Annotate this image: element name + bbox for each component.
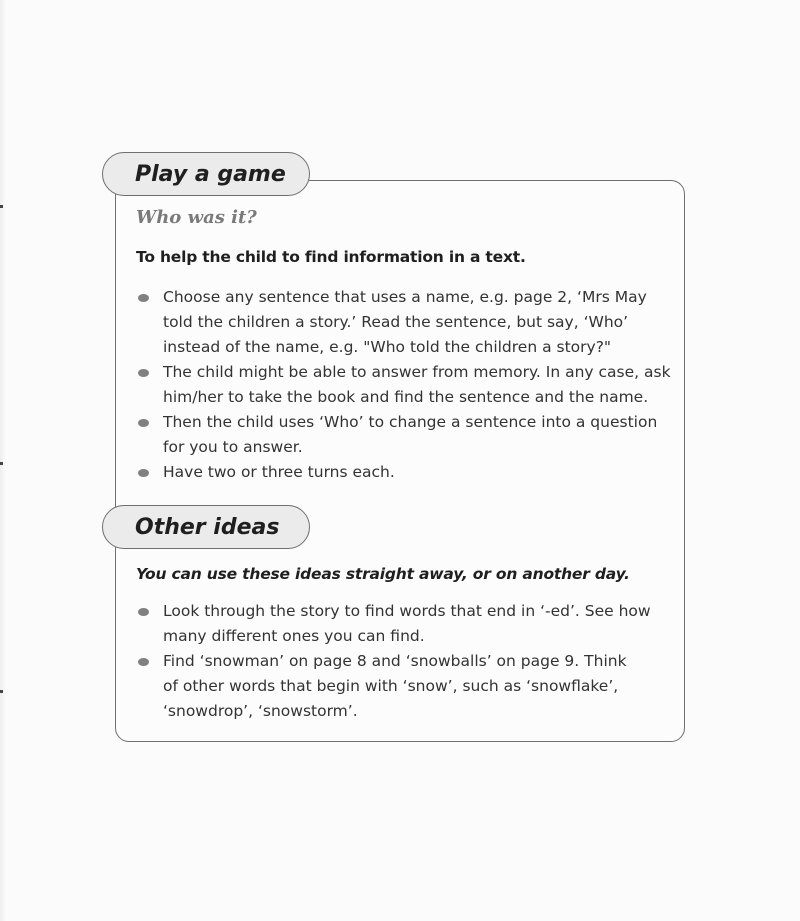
list-item bbox=[136, 285, 655, 360]
list-item-text: Choose any sentence that uses a name, e.g. page 2, ‘Mrs May told the children a story.’ Read the sentence, but say, ‘Who’ instead of the name, e.g. "Who told the children a story?" bbox=[163, 288, 647, 356]
other-ideas-bullet-list bbox=[136, 599, 676, 724]
bullet-icon bbox=[138, 294, 149, 302]
bullet-icon bbox=[138, 608, 149, 616]
list-item-text: Look through the story to find words that end in ‘-ed’. See how many different ones you can find. bbox=[163, 602, 651, 645]
list-item bbox=[136, 599, 673, 649]
list-item-text: Have two or three turns each. bbox=[163, 463, 395, 481]
bullet-icon bbox=[138, 419, 149, 427]
list-item-text: Then the child uses ‘Who’ to change a sentence into a question for you to answer. bbox=[163, 413, 658, 456]
margin-mark bbox=[0, 205, 3, 208]
play-a-game-tab bbox=[102, 152, 310, 196]
other-ideas-title: Other ideas bbox=[135, 514, 280, 540]
other-ideas-aim: You can use these ideas straight away, or on another day. bbox=[136, 565, 630, 583]
bullet-icon bbox=[138, 469, 149, 477]
list-item bbox=[136, 649, 643, 724]
play-a-game-title: Play a game bbox=[135, 161, 286, 187]
game-bullet-list bbox=[136, 285, 676, 485]
game-aim: To help the child to find information in a text. bbox=[136, 248, 526, 266]
margin-mark bbox=[0, 462, 3, 465]
bullet-icon bbox=[138, 658, 149, 666]
page-edge-shadow bbox=[0, 0, 6, 921]
margin-mark bbox=[0, 690, 3, 693]
list-item bbox=[136, 360, 683, 410]
game-subheading: Who was it? bbox=[136, 207, 257, 228]
bullet-icon bbox=[138, 369, 149, 377]
list-item bbox=[136, 410, 683, 460]
list-item-text: The child might be able to answer from memory. In any case, ask him/her to take the book and find the sentence and the name. bbox=[163, 363, 671, 406]
list-item bbox=[136, 460, 683, 485]
other-ideas-tab bbox=[102, 505, 310, 549]
list-item-text: Find ‘snowman’ on page 8 and ‘snowballs’ on page 9. Think of other words that begin with ‘snow’, such as ‘snowflake’, ‘snowdrop’, ‘snowstorm’. bbox=[163, 652, 627, 720]
